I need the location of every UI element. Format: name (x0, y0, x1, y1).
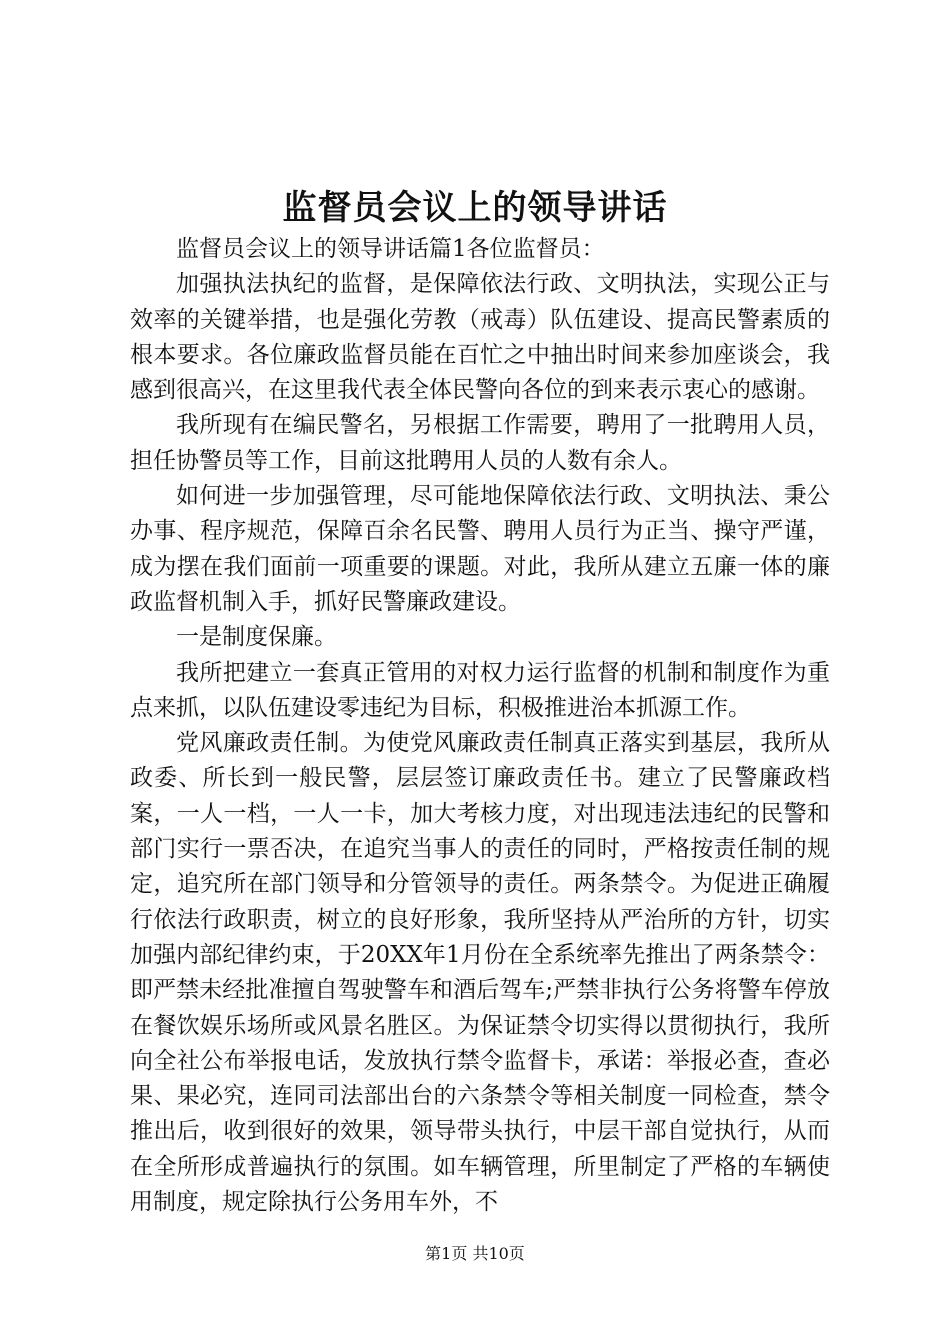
paragraph: 如何进一步加强管理，尽可能地保障依法行政、文明执法、秉公办事、程序规范，保障百余名民警、聘用人员行为正当、操守严谨，成为摆在我们面前一项重要的课题。对此，我所从建立五廉一体的廉政监督机制入手，抓好民警廉政建设。 (130, 483, 830, 615)
document-body (130, 232, 830, 1220)
paragraph: 我所把建立一套真正管用的对权力运行监督的机制和制度作为重点来抓，以队伍建设零违纪为目标，积极推进治本抓源工作。 (130, 659, 830, 721)
page-footer: 第1页 共10页 (425, 1244, 525, 1263)
paragraph: 我所现有在编民警名，另根据工作需要，聘用了一批聘用人员，担任协警员等工作，目前这批聘用人员的人数有余人。 (130, 412, 830, 474)
paragraph: 加强执法执纪的监督，是保障依法行政、文明执法，实现公正与效率的关键举措，也是强化劳教（戒毒）队伍建设、提高民警素质的根本要求。各位廉政监督员能在百忙之中抽出时间来参加座谈会，我感到很高兴，在这里我代表全体民警向各位的到来表示衷心的感谢。 (130, 271, 830, 404)
paragraph: 一是制度保廉。 (176, 624, 337, 651)
document-title: 监督员会议上的领导讲话 (282, 188, 668, 228)
paragraph: 监督员会议上的领导讲话篇1各位监督员： (176, 236, 605, 262)
paragraph: 党风廉政责任制。为使党风廉政责任制真正落实到基层，我所从政委、所长到一般民警，层层签订廉政责任书。建立了民警廉政档案，一人一档，一人一卡，加大考核力度，对出现违法违纪的民警和部门实行一票否决，在追究当事人的责任的同时，严格按责任制的规定，追究所在部门领导和分管领导的责任。两条禁令。为促进正确履行依法行政职责，树立的良好形象，我所坚持从严治所的方针，切实加强内部纪律约束，于20XX年1月份在全系统率先推出了两条禁令：即严禁未经批准擅自驾驶警车和酒后驾车;严禁非执行公务将警车停放在餐饮娱乐场所或风景名胜区。为保证禁令切实得以贯彻执行，我所向全社公布举报电话，发放执行禁令监督卡，承诺：举报必查，查必果、果必究，连同司法部出台的六条禁令等相关制度一同检查，禁令推出后，收到很好的效果，领导带头执行，中层干部自觉执行，从而在全所形成普遍执行的氛围。如车辆管理，所里制定了严格的车辆使用制度，规定除执行公务用车外，不 (130, 730, 830, 1216)
